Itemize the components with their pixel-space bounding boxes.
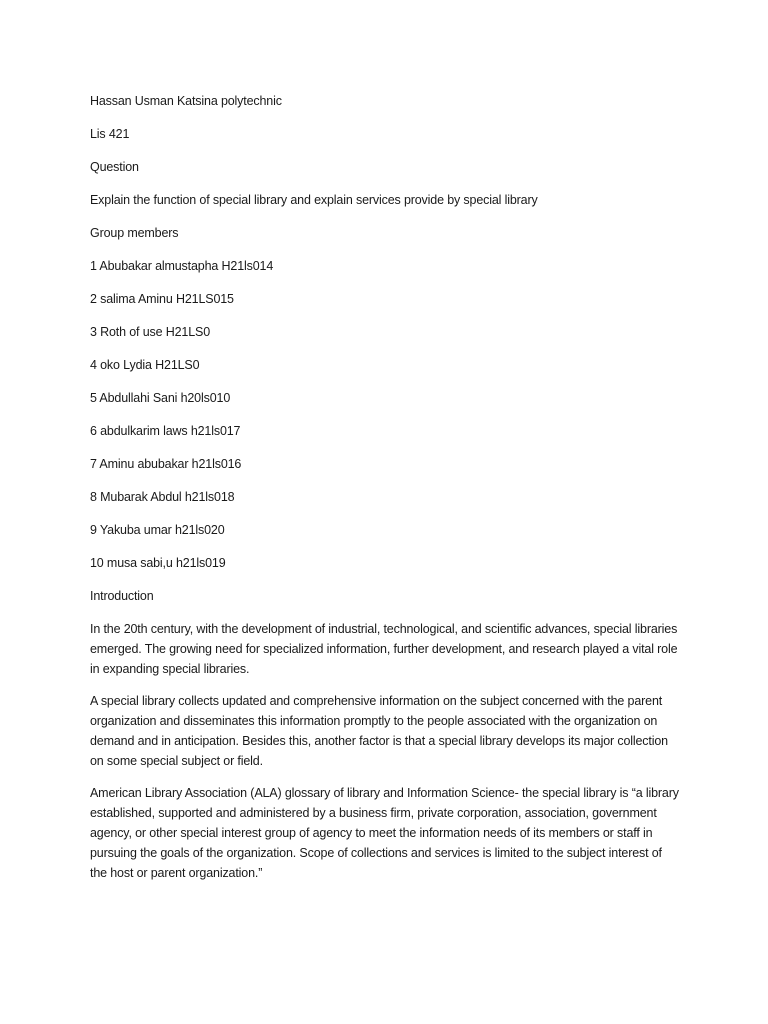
member-item: 7 Aminu abubakar h21ls016 [90,457,242,471]
course-code: Lis 421 [90,127,130,141]
member-item: 2 salima Aminu H21LS015 [90,292,234,306]
question-text: Explain the function of special library and explain services provide by special library [90,193,538,207]
intro-paragraph-1: In the 20th century, with the development of industrial, technological, and scientific advances, special libraries emerged. The growing need for specialized information, further development, and research played a vital role in expanding special libraries. [90,621,678,676]
member-item: 10 musa sabi,u h21ls019 [90,556,226,570]
intro-paragraph-2: A special library collects updated and comprehensive information on the subject concerned with the parent organization and disseminates this information promptly to the people associated with the organization on demand and in anticipation. Besides this, another factor is that a special library develops its major collection on some special subject or field. [90,693,668,768]
member-item: 9 Yakuba umar h21ls020 [90,523,225,537]
intro-paragraph-3: American Library Association (ALA) glossary of library and Information Science- the special library is “a library established, supported and administered by a business firm, private corporation, association, government agency, or other special interest group of agency to meet the information needs of its members or staff in pursuing the goals of the organization. Scope of collections and services is limited to the subject interest of the host or parent organization.” [90,785,679,880]
document-body [90,91,682,895]
member-item: 3 Roth of use H21LS0 [90,325,210,339]
member-item: 5 Abdullahi Sani h20ls010 [90,391,231,405]
member-item: 4 oko Lydia H21LS0 [90,358,200,372]
question-label: Question [90,160,139,174]
member-item: 6 abdulkarim laws h21ls017 [90,424,241,438]
introduction-heading: Introduction [90,589,154,603]
member-item: 8 Mubarak Abdul h21ls018 [90,490,235,504]
member-item: 1 Abubakar almustapha H21ls014 [90,259,274,273]
group-members-label: Group members [90,226,179,240]
institution-name: Hassan Usman Katsina polytechnic [90,94,282,108]
